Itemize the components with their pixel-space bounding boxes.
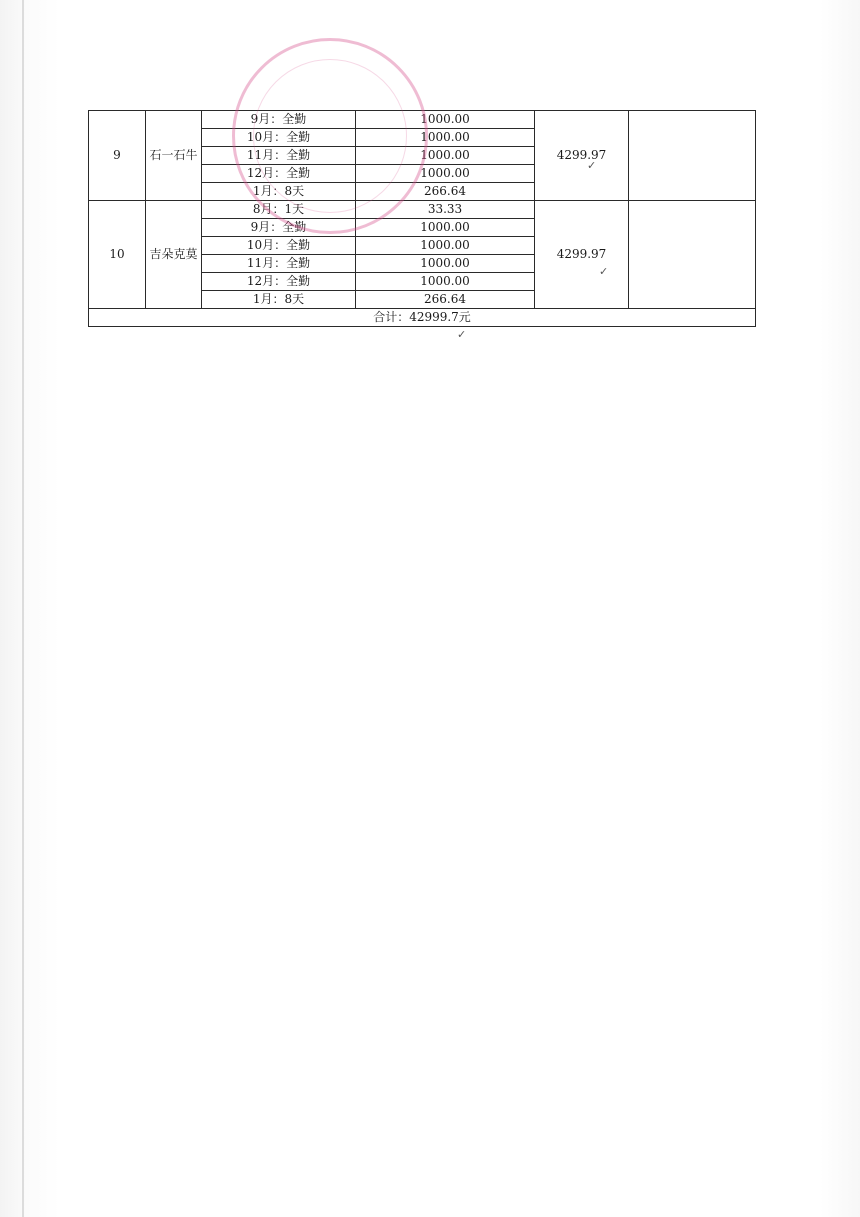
- month-attendance: 12月：全勤: [202, 273, 356, 291]
- month-attendance: 8月：1天: [202, 201, 356, 219]
- month-attendance: 10月：全勤: [202, 129, 356, 147]
- row-number: 10: [89, 201, 146, 309]
- grand-total-text: 合计：42999.7元: [373, 310, 471, 324]
- table-row: [89, 201, 756, 219]
- month-amount: 1000.00: [356, 273, 535, 291]
- month-attendance: 11月：全勤: [202, 147, 356, 165]
- check-mark-icon: ✓: [587, 159, 597, 172]
- month-amount: 1000.00: [356, 219, 535, 237]
- grand-total: [89, 309, 756, 341]
- month-amount: 1000.00: [356, 237, 535, 255]
- month-amount: 33.33: [356, 201, 535, 219]
- person-total-value: 4299.97: [556, 148, 607, 162]
- month-attendance: 10月：全勤: [202, 237, 356, 255]
- check-mark-icon: ✓: [599, 265, 609, 278]
- month-amount: 266.64: [356, 183, 535, 201]
- month-amount: 1000.00: [356, 129, 535, 147]
- person-name: 石一石牛: [146, 111, 202, 201]
- month-amount: 1000.00: [356, 147, 535, 165]
- check-mark-icon: ✓: [457, 328, 467, 341]
- page-edge-line: [22, 0, 24, 1217]
- month-attendance: 1月：8天: [202, 183, 356, 201]
- row-number: 9: [89, 111, 146, 201]
- month-amount: 1000.00: [356, 165, 535, 183]
- person-total-value: 4299.97: [556, 247, 607, 261]
- sum-row: [89, 309, 756, 327]
- note-cell: [629, 111, 756, 201]
- month-amount: 1000.00: [356, 255, 535, 273]
- person-total: [535, 111, 629, 201]
- salary-table: [88, 110, 756, 341]
- month-attendance: 9月：全勤: [202, 219, 356, 237]
- person-name: 吉朵克莫: [146, 201, 202, 309]
- month-attendance: 9月：全勤: [202, 111, 356, 129]
- person-total: [535, 201, 629, 309]
- note-cell: [629, 201, 756, 309]
- month-attendance: 12月：全勤: [202, 165, 356, 183]
- month-amount: 266.64: [356, 291, 535, 309]
- month-attendance: 11月：全勤: [202, 255, 356, 273]
- table-row: [89, 111, 756, 129]
- month-amount: 1000.00: [356, 111, 535, 129]
- month-attendance: 1月：8天: [202, 291, 356, 309]
